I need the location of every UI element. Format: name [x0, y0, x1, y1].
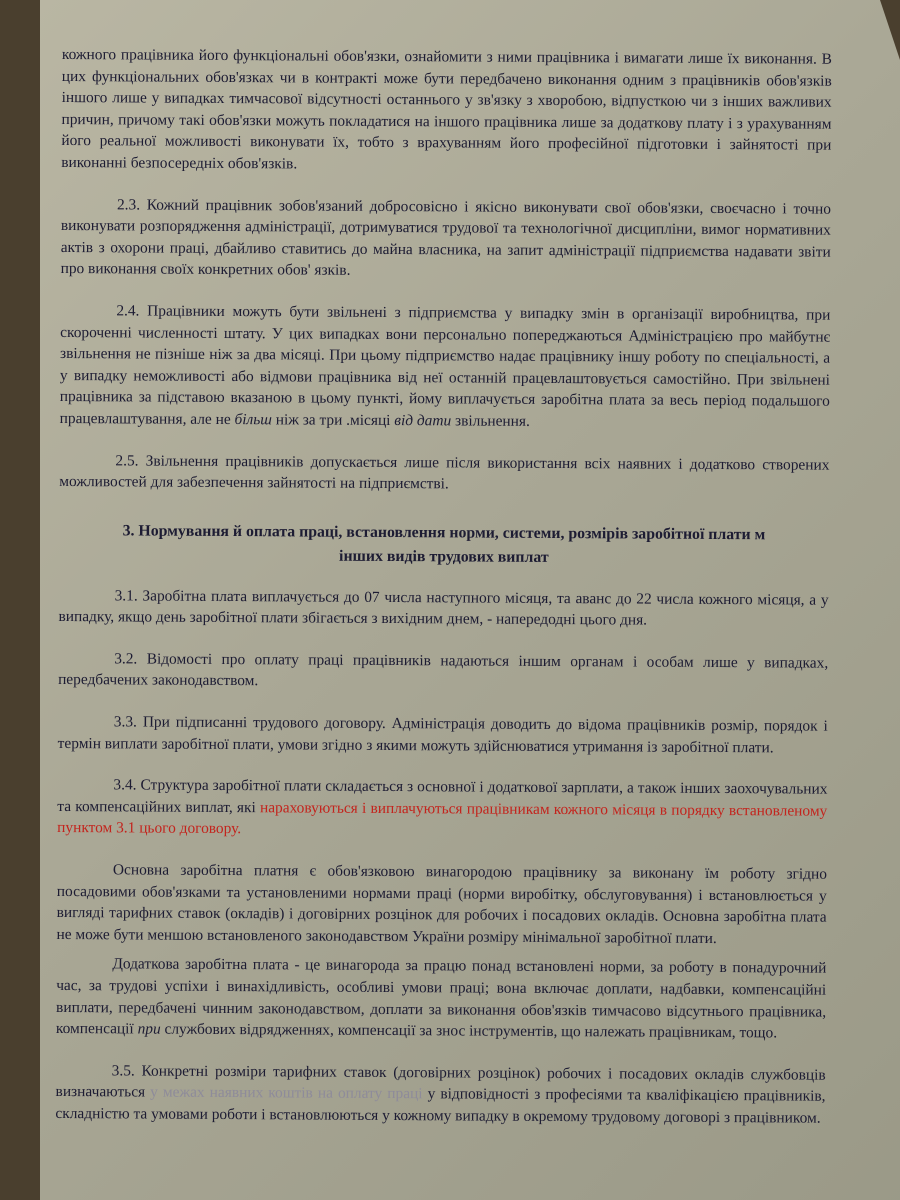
paragraph-3-2: 3.2. Відомості про оплату праці працівників надаються іншим органам і особам лише у випадках, передбачених законодавством.	[58, 650, 829, 690]
paragraph-additional-text: Додаткова заробітна плата - це винагорода за працю понад встановлені норми, за роботу в понадурочний час, за трудові успіхи і винахідливість, особливі умови праці; вона включає доплати, надбавки, компенсаційні виплати, передбачені чинним законодавством, доплати за виконання обов'язків тимчасово відсутнього працівника, компенсації	[55, 955, 827, 1038]
paragraph-2-4-text-3: звільнення.	[451, 412, 530, 430]
paragraph-2-4-italic-2: від дати	[394, 411, 452, 430]
paragraph-additional-salary	[56, 953, 827, 1044]
paragraph-3-5-text-2: у відповідності з професіями та кваліфікацією працівників, складністю та умовами роботи і встановлюються у кожному випадку в окремому трудовому договорі з працівником.	[55, 1085, 826, 1127]
paragraph-3-5-text: 3.5. Конкретні розміри тарифних ставок (договірних розцінок) робочих і посадових окладів службовців визначаються	[55, 1062, 826, 1101]
paragraph-3-3: 3.3. При підписанні трудового договору. Адміністрація доводить до відома працівників розмір, порядок і термін виплати заробітної плати, умови згідно з якими можуть здійснюватися утримання із заробітної плати.	[57, 713, 828, 757]
paragraph-additional-text-2: службових відрядженнях, компенсації за знос інструментів, що належать працівникам, тощо.	[160, 1020, 778, 1042]
paragraph-2-4-italic: більш	[234, 410, 272, 429]
paragraph-3-5-faded: у межах наявних коштів на оплату праці	[150, 1083, 423, 1103]
paragraph-2-4	[60, 300, 831, 434]
paragraph-3-4-text: 3.4. Структура заробітної плати складається з основної і додаткової зарплати, а також інших заохочувальних та компенсаційних виплат, які	[57, 776, 828, 817]
section-3-heading-line2: інших видів трудових виплат	[339, 547, 549, 566]
paragraph-2-4-text-2: ніж за три .місяці	[271, 411, 395, 429]
paragraph-2-3: 2.3. Кожний працівник зобов'язаний добросовісно і якісно виконувати свої обов'язки, своєчасно і точно виконувати розпорядження адміністрації, дотримуватися трудової та технологічної дисципліни, вимог нормативних актів з охорони праці, дбайливо ставитись до майна власника, на запит адміністрації підприємства надавати звіти про виконання своїх конкретних обов' язків.	[60, 195, 832, 280]
paragraph-3-4-highlight: нараховуються і виплачуються працівникам кожного місяця в порядку встановленому пунктом 3.1 цього договору.	[57, 799, 828, 838]
section-3-heading	[59, 519, 829, 572]
paragraph-3-4	[57, 774, 827, 843]
paragraph-additional-italic: при	[137, 1020, 161, 1038]
paragraph-2-5: 2.5. Звільнення працівників допускається лише після використання всіх наявних і додатково створених можливостей для забезпечення зайнятості на підприємстві.	[59, 451, 830, 493]
paragraph-2-4-text: 2.4. Працівники можуть бути звільнені з підприємства у випадку змін в організації виробництва, при скороченні численності штату. У цих випадках вони персонально попереджаються Адміністрацією про майбутнє звільнення не пізніше ніж за два місяці. При цьому підприємство надає працівнику іншу роботу по спеціальності, а у випадку неможливості або відмови працівника від неї останній працевлаштовується самостійно. При звільнені працівника за підставою вказаною в цьому пункті, йому виплачується заробітна плата за весь період подальшого працевлаштування, але не	[59, 302, 831, 428]
paragraph-3-5	[55, 1060, 825, 1129]
document-text	[55, 40, 832, 1149]
paragraph-intro: кожного працівника його функціональні обов'язки, ознайомити з ними працівника і вимагати лише їх виконання. В цих функціональних обов'язках чи в контракті може бути передбачено виконання одним з працівників обов'язків іншого лише у випадках тимчасової відсутності останнього у зв'язку з хворобою, відпусткою чи з інших важливих причин, причому такі обов'язки можуть покладатися на іншого працівника лише за додаткову плату і з урахуванням його реальної можливості виконувати їх, тобто з врахуванням його професійної підготовки і зайнятості при виконанні безпосередніх обов'язків.	[61, 45, 832, 173]
paragraph-3-1: 3.1. Заробітна плата виплачується до 07 числа наступного місяця, та аванс до 22 числа кожного місяця, а у випадку, якщо день заробітної плати збігається з вихідним днем, - напередодні цього дня.	[58, 587, 829, 629]
paragraph-basic-salary: Основна заробітна платня є обов'язковою винагородою працівнику за виконану їм роботу згідно посадовими обов'язками та установленими нормами праці (норми виробітку, обслуговування) і встановлюється у вигляді тарифних ставок (окладів) і договірних розцінок для робочих і посадових окладів. Основна заробітна плата не може бути меншою встановленого законодавством України розміру мінімальної заробітної плати.	[56, 861, 827, 947]
section-3-heading-line1: 3. Нормування й оплата праці, встановлення норми, системи, розмірів заробітної плати м	[122, 522, 766, 543]
